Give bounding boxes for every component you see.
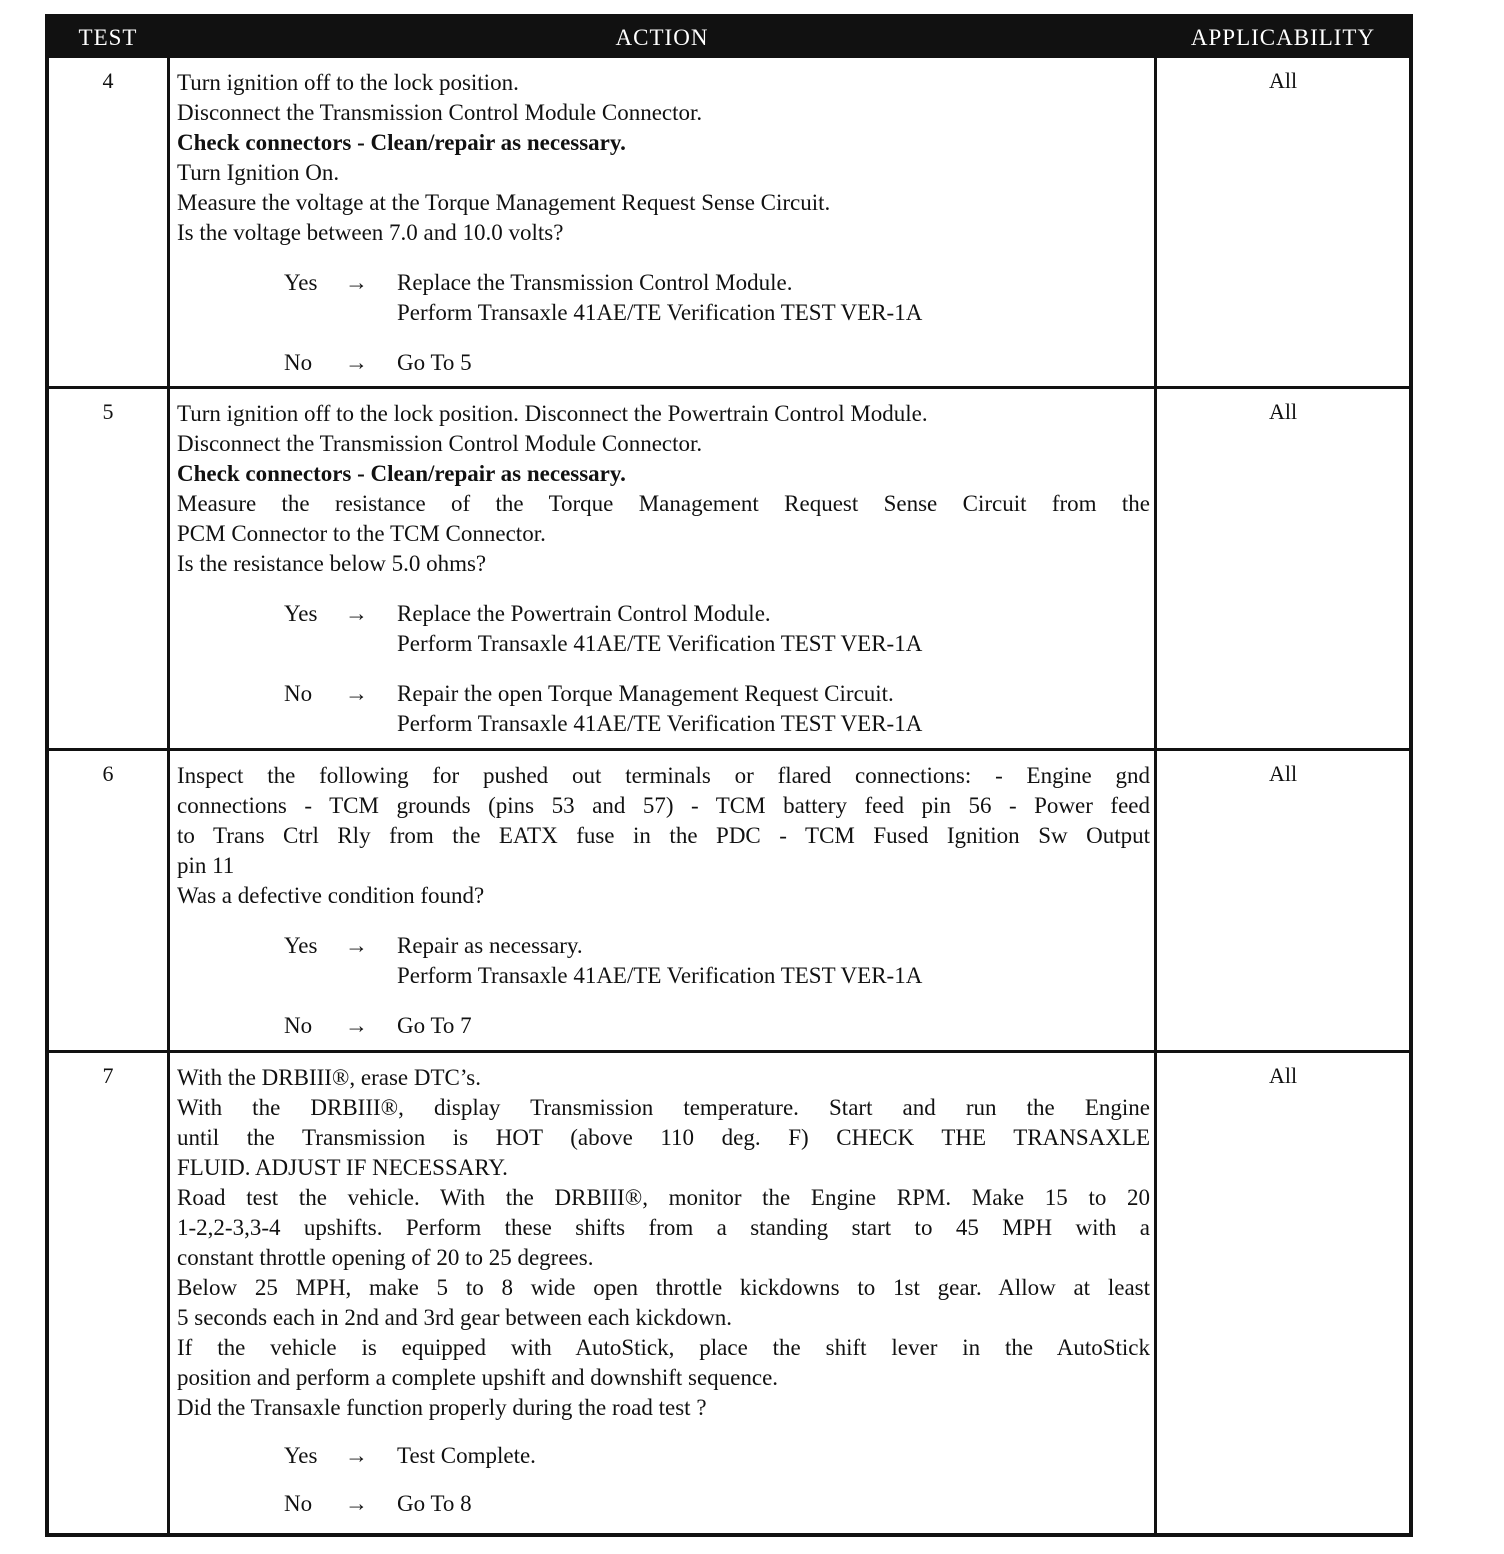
applicability-cell: All — [1268, 399, 1298, 424]
yes-label: Yes — [284, 601, 318, 626]
no-result: Go To 5 — [397, 350, 472, 375]
arrow-icon: → — [345, 1443, 368, 1468]
action-line: pin 11 — [177, 853, 235, 878]
arrow-icon: → — [345, 601, 368, 626]
no-label: No — [284, 1491, 313, 1516]
no-answer — [177, 1489, 1150, 1519]
action-cell — [177, 68, 1150, 378]
action-line: constant throttle opening of 20 to 25 degrees. — [177, 1245, 594, 1270]
test-number: 6 — [102, 761, 114, 786]
action-line-bold: Check connectors - Clean/repair as necessary. — [177, 461, 626, 486]
test-number: 4 — [102, 68, 114, 93]
yes-result: Replace the Powertrain Control Module. — [397, 601, 771, 626]
yes-answer-continued — [177, 961, 1150, 991]
action-cell — [177, 1063, 1150, 1519]
action-line: until the Transmission is HOT (above 110 deg. F) CHECK THE TRANSAXLE — [177, 1125, 1150, 1150]
action-line: FLUID. ADJUST IF NECESSARY. — [177, 1155, 508, 1180]
arrow-icon: → — [345, 933, 368, 958]
arrow-icon: → — [345, 1013, 368, 1038]
row-divider — [49, 1050, 1409, 1053]
no-answer-continued — [177, 709, 1150, 739]
header-action: ACTION — [615, 25, 709, 50]
test-number: 5 — [102, 399, 114, 424]
column-divider — [167, 58, 170, 1533]
action-line: Disconnect the Transmission Control Module Connector. — [177, 100, 703, 125]
applicability-cell: All — [1268, 1063, 1298, 1088]
action-line: Road test the vehicle. With the DRBIII®, monitor the Engine RPM. Make 15 to 20 — [177, 1185, 1150, 1210]
yes-result: Repair as necessary. — [397, 933, 583, 958]
header-test: TEST — [78, 25, 138, 50]
no-result-line2: Perform Transaxle 41AE/TE Verification TEST VER-1A — [397, 711, 923, 736]
yes-answer-continued — [177, 298, 1150, 328]
action-cell — [177, 761, 1150, 1041]
row-divider — [49, 748, 1409, 751]
action-line-bold: Check connectors - Clean/repair as necessary. — [177, 130, 626, 155]
yes-label: Yes — [284, 270, 318, 295]
action-line: Is the resistance below 5.0 ohms? — [177, 551, 487, 576]
yes-answer — [177, 931, 1150, 961]
applicability-cell: All — [1268, 68, 1298, 93]
no-answer — [177, 348, 1150, 378]
action-line: Below 25 MPH, make 5 to 8 wide open throttle kickdowns to 1st gear. Allow at least — [177, 1275, 1150, 1300]
action-line: If the vehicle is equipped with AutoStick, place the shift lever in the AutoStick — [177, 1335, 1150, 1360]
no-label: No — [284, 350, 313, 375]
no-answer — [177, 1011, 1150, 1041]
yes-result: Replace the Transmission Control Module. — [397, 270, 793, 295]
table-header — [49, 18, 1409, 58]
applicability-cell: All — [1268, 761, 1298, 786]
yes-answer — [177, 599, 1150, 629]
action-line: Was a defective condition found? — [177, 883, 485, 908]
action-line: PCM Connector to the TCM Connector. — [177, 521, 546, 546]
arrow-icon: → — [345, 1491, 368, 1516]
yes-label: Yes — [284, 933, 318, 958]
yes-result-line2: Perform Transaxle 41AE/TE Verification TEST VER-1A — [397, 631, 923, 656]
test-number: 7 — [102, 1063, 114, 1088]
yes-result-line2: Perform Transaxle 41AE/TE Verification TEST VER-1A — [397, 300, 923, 325]
column-divider — [1154, 58, 1157, 1533]
action-line: With the DRBIII®, erase DTC’s. — [177, 1065, 481, 1090]
action-line: to Trans Ctrl Rly from the EATX fuse in the PDC - TCM Fused Ignition Sw Output — [177, 823, 1150, 848]
no-result: Go To 8 — [397, 1491, 472, 1516]
action-line: Measure the resistance of the Torque Management Request Sense Circuit from the — [177, 491, 1150, 516]
no-label: No — [284, 681, 313, 706]
no-label: No — [284, 1013, 313, 1038]
arrow-icon: → — [345, 270, 368, 295]
diagnostic-table — [45, 14, 1413, 1537]
row-divider — [49, 386, 1409, 389]
yes-label: Yes — [284, 1443, 318, 1468]
yes-result: Test Complete. — [397, 1443, 536, 1468]
yes-answer — [177, 1441, 1150, 1471]
action-line: connections - TCM grounds (pins 53 and 57) - TCM battery feed pin 56 - Power feed — [177, 793, 1150, 818]
yes-answer-continued — [177, 629, 1150, 659]
action-line: Is the voltage between 7.0 and 10.0 volts? — [177, 220, 564, 245]
action-line: position and perform a complete upshift and downshift sequence. — [177, 1365, 779, 1390]
action-line: 1-2,2-3,3-4 upshifts. Perform these shifts from a standing start to 45 MPH with a — [177, 1215, 1150, 1240]
header-applicability: APPLICABILITY — [1190, 25, 1376, 50]
action-line: With the DRBIII®, display Transmission temperature. Start and run the Engine — [177, 1095, 1150, 1120]
no-result: Go To 7 — [397, 1013, 472, 1038]
action-line: Turn Ignition On. — [177, 160, 340, 185]
action-line: Turn ignition off to the lock position. Disconnect the Powertrain Control Module. — [177, 401, 928, 426]
no-answer — [177, 679, 1150, 709]
action-cell — [177, 399, 1150, 739]
action-line: Disconnect the Transmission Control Module Connector. — [177, 431, 703, 456]
arrow-icon: → — [345, 681, 368, 706]
action-line: 5 seconds each in 2nd and 3rd gear between each kickdown. — [177, 1305, 732, 1330]
action-line: Measure the voltage at the Torque Management Request Sense Circuit. — [177, 190, 831, 215]
yes-result-line2: Perform Transaxle 41AE/TE Verification TEST VER-1A — [397, 963, 923, 988]
yes-answer — [177, 268, 1150, 298]
action-line: Inspect the following for pushed out terminals or flared connections: - Engine gnd — [177, 763, 1150, 788]
no-result: Repair the open Torque Management Request Circuit. — [397, 681, 894, 706]
arrow-icon: → — [345, 350, 368, 375]
action-line: Turn ignition off to the lock position. — [177, 70, 519, 95]
action-line: Did the Transaxle function properly during the road test ? — [177, 1395, 707, 1420]
